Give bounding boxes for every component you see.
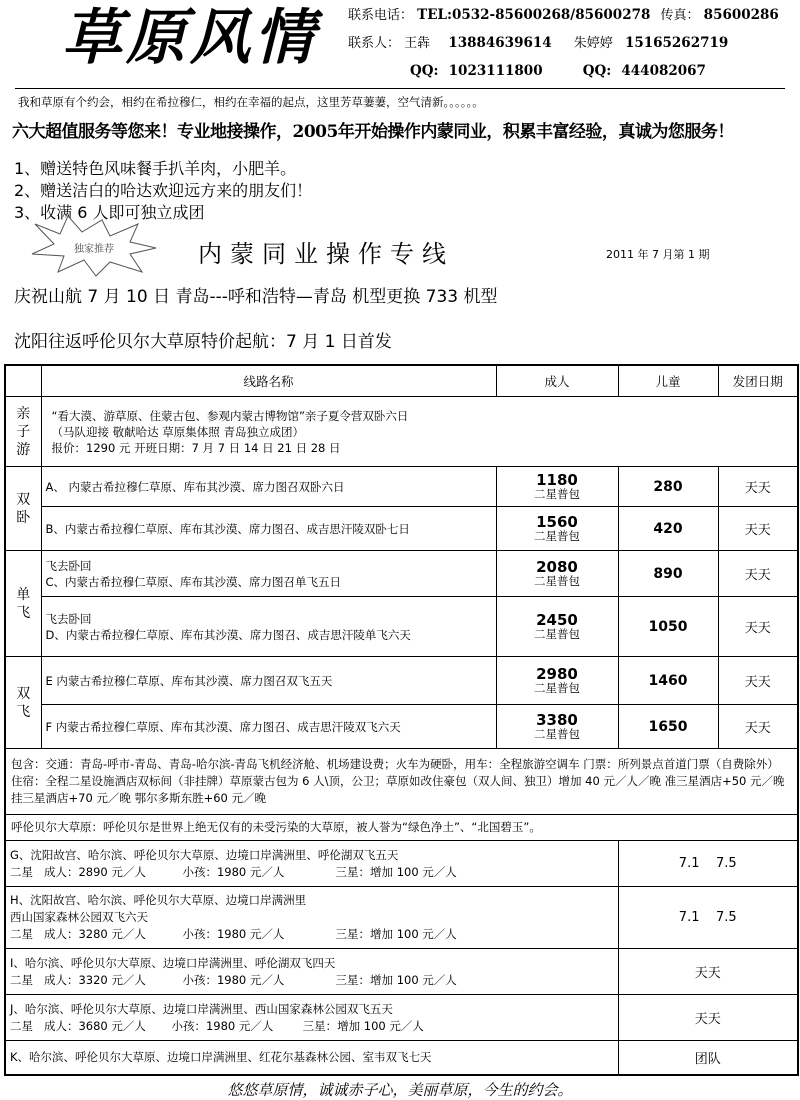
qq2-number: 444082067	[621, 63, 706, 79]
route-cell: 飞去卧回 D、内蒙古希拉穆仁草原、库布其沙漠、席力图召、成吉思汗陵单飞六天	[41, 597, 496, 657]
date-cell: 7.1 7.5	[618, 841, 798, 887]
adult-price-cell: 3380 二星普包	[496, 705, 618, 749]
table-row	[5, 841, 798, 887]
table-row	[5, 1041, 798, 1075]
header-divider	[15, 88, 785, 89]
gift-item: 2、赠送洁白的哈达欢迎远方来的朋友们！	[14, 181, 313, 200]
table-row	[5, 507, 798, 551]
table-row	[5, 551, 798, 597]
date-cell: 天天	[618, 949, 798, 995]
hulun-intro-text: 呼伦贝尔大草原：呼伦贝尔是世界上绝无仅有的未受污染的大草原，被人誉为“绿色净土”、“北国碧玉”。	[5, 815, 798, 841]
header-blank	[5, 365, 41, 397]
route-cell: I、哈尔滨、呼伦贝尔大草原、边境口岸满洲里、呼伦湖双飞四天 二星 成人：3320 元／人 小孩：1980 元／人 三星：增加 100 元／人	[5, 949, 618, 995]
phone-number: TEL:0532-85600268/85600278	[417, 7, 651, 23]
table-row	[5, 887, 798, 949]
qq2-label: QQ:	[582, 63, 612, 79]
adult-price-cell: 1180 二星普包	[496, 467, 618, 507]
date-cell: 天天	[618, 995, 798, 1041]
contact1-name: 王犇	[404, 36, 431, 51]
category-cell: 亲子游	[5, 397, 41, 467]
date-cell: 7.1 7.5	[618, 887, 798, 949]
contact1-phone: 13884639614	[448, 35, 552, 51]
header-child: 儿童	[618, 365, 718, 397]
gift-item: 1、赠送特色风味餐手扒羊肉，小肥羊。	[14, 159, 297, 178]
hulun-intro-row	[5, 815, 798, 841]
badge-text: 独家推荐	[74, 244, 114, 255]
page-title: 草原风情	[62, 3, 318, 73]
family-route-title: “看大漠、游草原、住蒙古包、参观内蒙古博物馆”亲子夏令营双卧六日	[51, 408, 409, 423]
date-cell: 团队	[618, 1041, 798, 1075]
adult-price-cell: 1560 二星普包	[496, 507, 618, 551]
includes-row	[5, 749, 798, 815]
child-price-cell: 1460	[618, 657, 718, 705]
line-title: 内蒙同业操作专线	[198, 240, 454, 268]
fax-label: 传真：	[660, 8, 700, 23]
child-price-cell: 890	[618, 551, 718, 597]
contact-label: 联系人：	[348, 36, 401, 51]
header-adult: 成人	[496, 365, 618, 397]
route-cell: A、 内蒙古希拉穆仁草原、库布其沙漠、席力图召双卧六日	[41, 467, 496, 507]
headline: 六大超值服务等您来！专业地接操作，2005年开始操作内蒙同业，积累丰富经验，真诚为您服务！	[12, 122, 734, 142]
child-price-cell: 1050	[618, 597, 718, 657]
child-price-cell: 1650	[618, 705, 718, 749]
contact-block	[348, 6, 798, 90]
route-cell: E 内蒙古希拉穆仁草原、库布其沙漠、席力图召双飞五天	[41, 657, 496, 705]
header-date: 发团日期	[718, 365, 798, 397]
route-cell: J、哈尔滨、呼伦贝尔大草原、边境口岸满洲里、西山国家森林公园双飞五天 二星 成人：3680 元／人 小孩：1980 元／人 三星：增加 100 元／人	[5, 995, 618, 1041]
header-route: 线路名称	[41, 365, 496, 397]
adult-price-cell: 2450 二星普包	[496, 597, 618, 657]
table-row	[5, 995, 798, 1041]
family-route-cell	[41, 397, 798, 467]
contact2-phone: 15165262719	[624, 35, 729, 51]
category-cell: 单飞	[5, 551, 41, 657]
route-cell: H、沈阳故宫、哈尔滨、呼伦贝尔大草原、边境口岸满洲里 西山国家森林公园双飞六天 二星 成人：3280 元／人 小孩：1980 元／人 三星：增加 100 元／人	[5, 887, 618, 949]
family-route-features: （马队迎接 敬献哈达 草原集体照 青岛独立成团）	[51, 424, 304, 439]
date-cell: 天天	[718, 507, 798, 551]
category-cell: 双飞	[5, 657, 41, 749]
phone-label: 联系电话：	[348, 8, 414, 23]
category-cell: 双卧	[5, 467, 41, 551]
promo-line-1: 庆祝山航 7 月 10 日 青岛---呼和浩特—青岛 机型更换 733 机型	[14, 287, 498, 307]
qq1-label: QQ:	[410, 63, 439, 79]
adult-price-cell: 2980 二星普包	[496, 657, 618, 705]
route-cell: 飞去卧回 C、内蒙古希拉穆仁草原、库布其沙漠、席力图召单飞五日	[41, 551, 496, 597]
contact2-name: 朱婷婷	[573, 36, 613, 51]
table-header-row	[5, 365, 798, 397]
footer-slogan: 悠悠草原情，诚诚赤子心，美丽草原，今生的约会。	[227, 1081, 573, 1099]
child-price-cell: 280	[618, 467, 718, 507]
fax-number: 85600286	[703, 7, 779, 23]
date-cell: 天天	[718, 467, 798, 507]
gift-item: 3、收满 6 人即可独立成团	[14, 203, 205, 222]
promo-line-2: 沈阳往返呼伦贝尔大草原特价起航：7 月 1 日首发	[14, 332, 392, 352]
date-cell: 天天	[718, 657, 798, 705]
table-row	[5, 597, 798, 657]
table-row	[5, 949, 798, 995]
family-route-schedule: 报价：1290 元 开班日期：7 月 7 日 14 日 21 日 28 日	[51, 440, 341, 455]
issue-number: 2011 年 7 月第 1 期	[606, 248, 710, 261]
date-cell: 天天	[718, 705, 798, 749]
tour-table	[4, 364, 799, 1076]
adult-price-cell: 2080 二星普包	[496, 551, 618, 597]
route-cell: F 内蒙古希拉穆仁草原、库布其沙漠、席力图召、成吉思汗陵双飞六天	[41, 705, 496, 749]
qq1-number: 1023111800	[448, 63, 543, 79]
includes-text: 包含：交通：青岛-呼市-青岛、青岛-哈尔滨-青岛飞机经济舱、机场建设费；火车为硬卧，用车：全程旅游空调车 门票：所列景点首道门票（自费除外） 住宿：全程二星设施酒店双标间（非挂牌）草原蒙古包为 6 人\顶，公卫；草原如改住豪包（双人间、独卫）增加 40 元／人／晚 准三星酒店+50 元／晚 挂三星酒店+70 元／晚 鄂尔多斯东胜+60 元／晚	[5, 749, 798, 815]
route-cell: G、沈阳故宫、哈尔滨、呼伦贝尔大草原、边境口岸满洲里、呼伦湖双飞五天 二星 成人：2890 元／人 小孩：1980 元／人 三星：增加 100 元／人	[5, 841, 618, 887]
route-cell: B、内蒙古希拉穆仁草原、库布其沙漠、席力图召、成吉思汗陵双卧七日	[41, 507, 496, 551]
child-price-cell: 420	[618, 507, 718, 551]
family-row	[5, 397, 798, 467]
recommend-badge	[30, 214, 160, 278]
date-cell: 天天	[718, 551, 798, 597]
table-row	[5, 467, 798, 507]
date-cell: 天天	[718, 597, 798, 657]
route-cell: K、哈尔滨、呼伦贝尔大草原、边境口岸满洲里、红花尔基森林公园、室韦双飞七天	[5, 1041, 618, 1075]
table-row	[5, 705, 798, 749]
table-row	[5, 657, 798, 705]
slogan: 我和草原有个约会，相约在希拉穆仁，相约在幸福的起点，这里芳草萋萋，空气清新。。。。。。	[18, 95, 484, 109]
